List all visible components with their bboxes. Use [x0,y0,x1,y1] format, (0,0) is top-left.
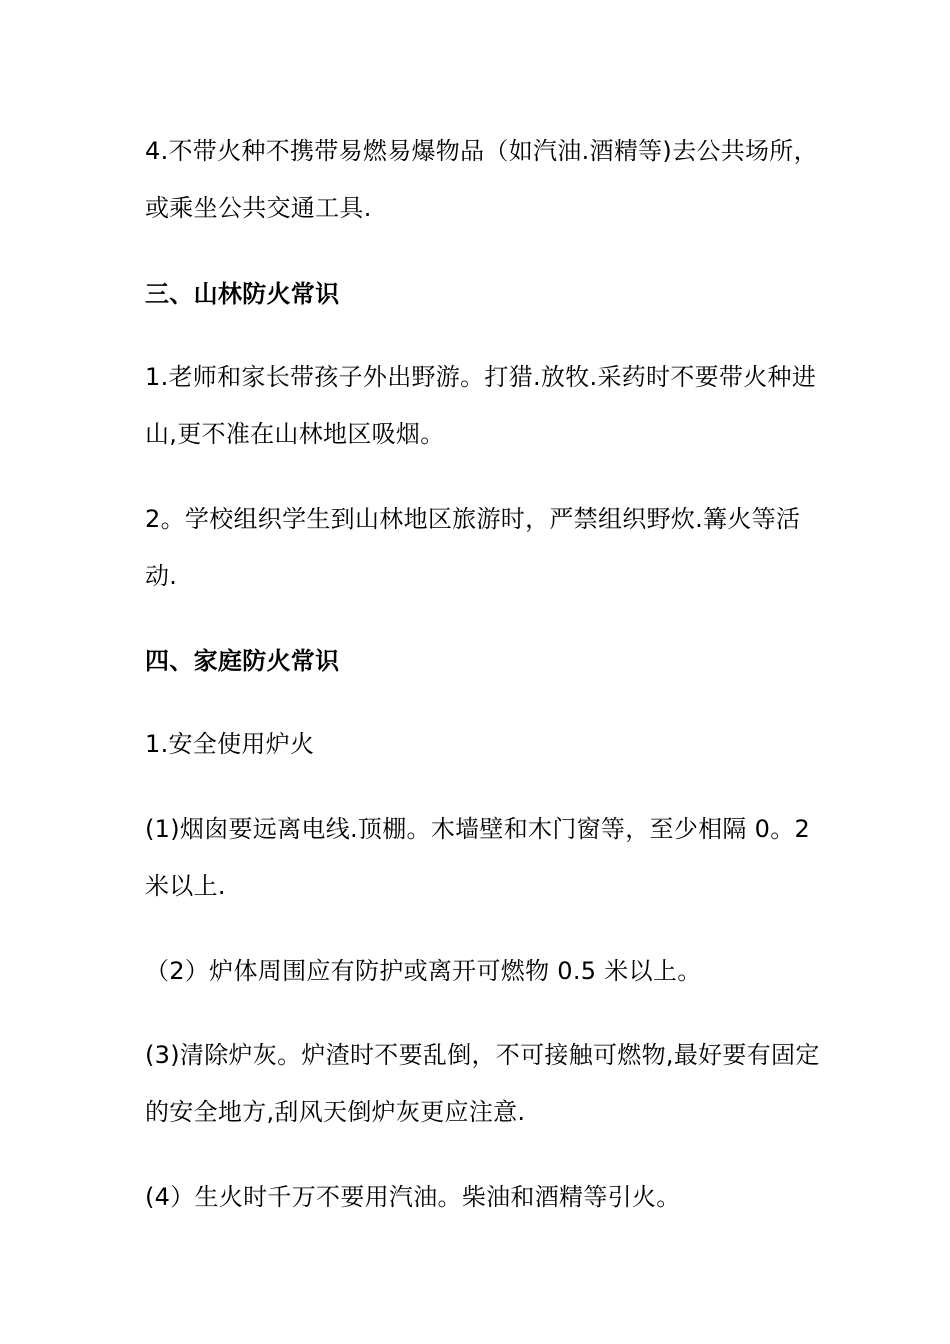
paragraph-line: (4）生火时千万不要用汽油。柴油和酒精等引火。 [145,1183,681,1211]
paragraph-line: 的安全地方,刮风天倒炉灰更应注意. [145,1098,526,1126]
paragraph-line: (1)烟囱要远离电线.顶棚。木墙壁和木门窗等，至少相隔 0。2 [145,815,811,843]
paragraph-line: 4.不带火种不携带易燃易爆物品（如汽油.酒精等)去公共场所， [145,137,818,165]
section-heading-mountain-fire: 三、山林防火常识 [145,280,340,308]
paragraph-line: (3)清除炉灰。炉渣时不要乱倒，不可接触可燃物,最好要有固定 [145,1041,820,1069]
paragraph-line: 2。学校组织学生到山林地区旅游时，严禁组织野炊.篝火等活 [145,505,801,533]
paragraph-line: 1.安全使用炉火 [145,730,315,758]
paragraph-line: 动. [145,562,178,590]
paragraph-line: 米以上. [145,872,226,900]
paragraph-line: 1.老师和家长带孩子外出野游。打猎.放牧.采药时不要带火种进 [145,363,817,391]
paragraph-line: （2）炉体周围应有防护或离开可燃物 0.5 米以上。 [145,957,702,985]
paragraph-line: 或乘坐公共交通工具. [145,194,372,222]
section-heading-home-fire: 四、家庭防火常识 [145,647,340,675]
paragraph-line: 山,更不准在山林地区吸烟。 [145,420,445,448]
